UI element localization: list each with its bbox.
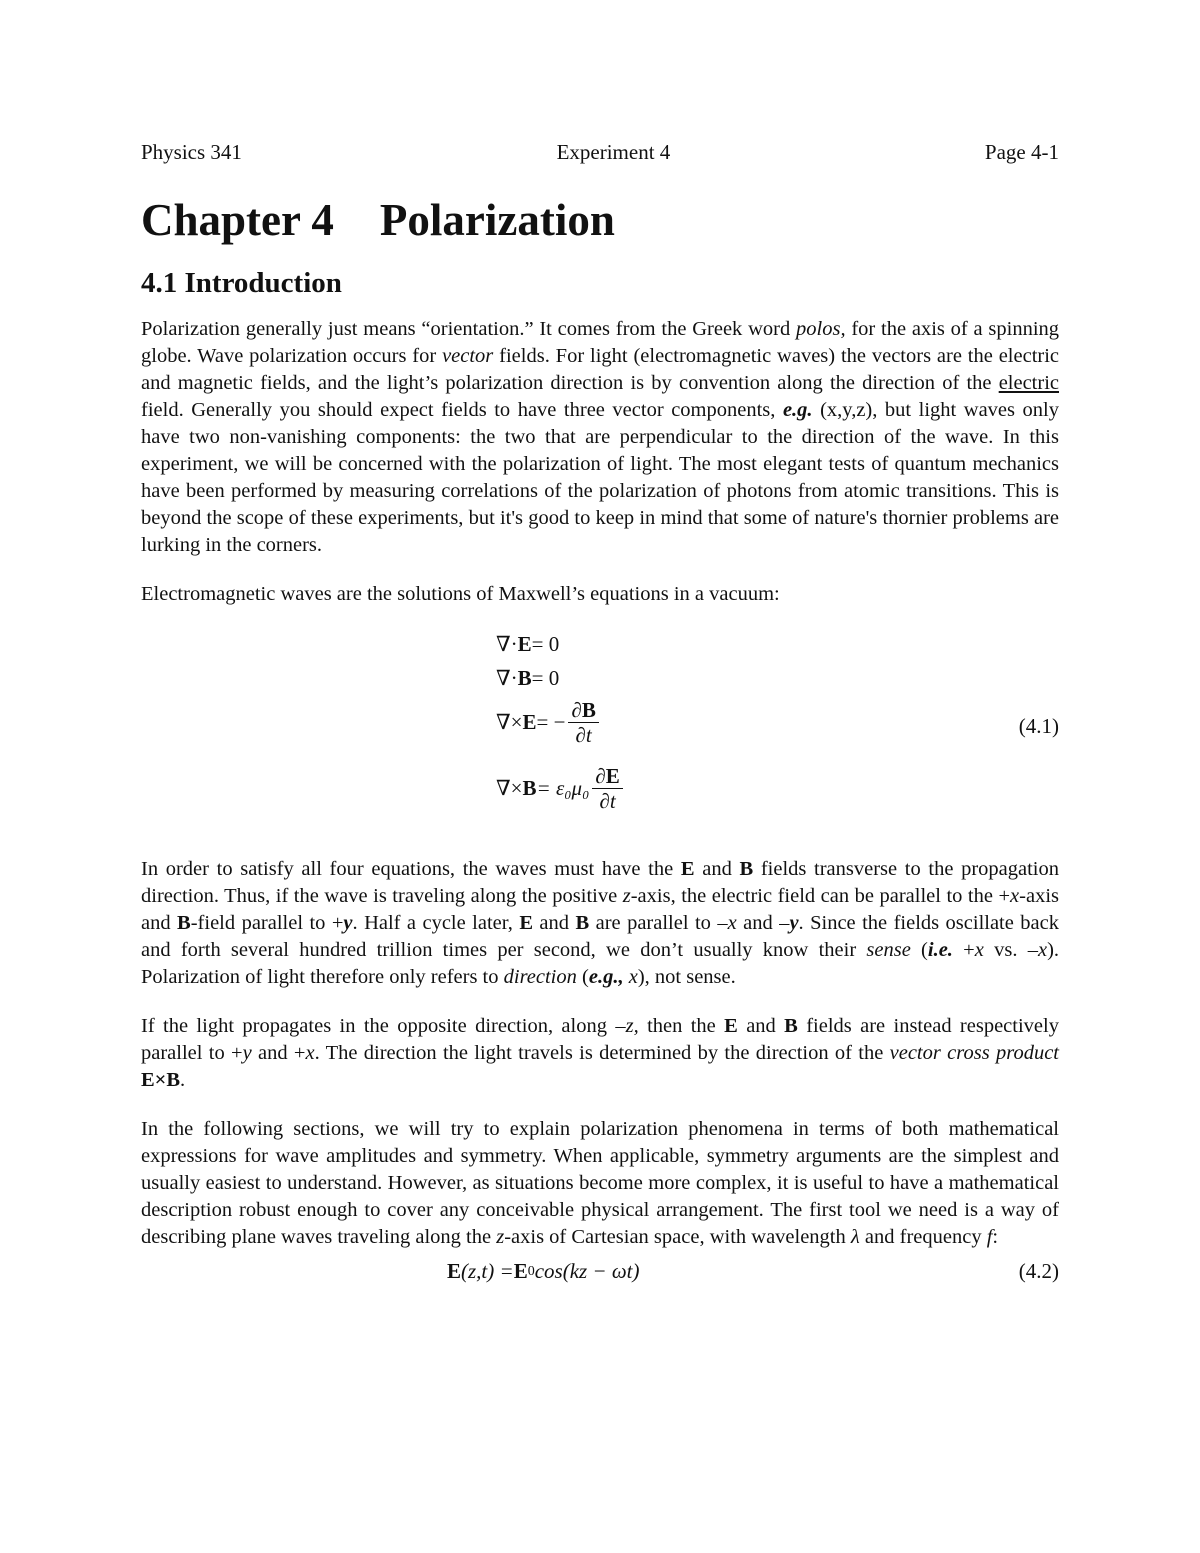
document-page [141,140,1059,1289]
paragraph-opposite-direction: If the light propagates in the opposite direction, along –z, then the E and B fields are instead respectively parallel to +y and +x. The direction the light travels is determined by the direction of the vector cross product E×B. [141,1015,1059,1091]
header-experiment: Experiment 4 [556,140,671,164]
chapter-number: Chapter 4 [141,195,334,245]
header-page-number: Page 4-1 [984,140,1059,164]
equation-number-4-1: (4.1) [1018,714,1059,738]
equation-gauss-magnetic: ∇· B = 0 [496,666,560,690]
equation-4-2: E (z,t) = E 0 cos(kz − ωt) [447,1259,640,1283]
page-header [141,140,1059,170]
paragraph-maxwell-intro: Electromagnetic waves are the solutions of Maxwell’s equations in a vacuum: [141,583,780,605]
header-course: Physics 341 [141,140,242,164]
paragraph-following-sections: In the following sections, we will try to explain polarization phenomena in terms of both mathematical expressions for wave amplitudes and symmetry. When applicable, symmetry arguments are the simplest and usually easiest to understand. However, as situations become more complex, it is useful to have a mathematical description robust enough to cover any conceivable physical arrangement. The first tool we need is a way of describing plane waves traveling along the z-axis of Cartesian space, with wavelength λ and frequency f: [141,1118,1059,1248]
equation-plane-wave [141,1257,1059,1289]
equation-faraday: ∇× E = − $\frac{\partial B}{\partial t}$ [496,698,599,747]
paragraph-introduction: Polarization generally just means “orientation.” It comes from the Greek word polos, for the axis of a spinning globe. Wave polarization occurs for vector fields. For light (electromagnetic waves) the vectors are the electric and magnetic fields, and the light’s polarization direction is by convention along the direction of the electric field. Generally you should expect fields to have three vector components, e.g. (x,y,z), but light waves only have two non-vanishing components: the two that are perpendicular to the direction of the wave. In this experiment, we will be concerned with the polarization of light. The most elegant tests of quantum mechanics have been performed by measuring correlations of the polarization of photons from atomic transitions. This is beyond the scope of these experiments, but it's good to keep in mind that some of nature's thornier problems are lurking in the corners. [141,318,1060,556]
equation-number-4-2: (4.2) [1018,1259,1059,1283]
equation-ampere-maxwell: ∇× B = ε₀μ₀ $\frac{\partial E}{\partial t}$ [496,764,623,813]
maxwell-equations [141,632,1059,832]
chapter-title: Polarization [379,195,615,245]
section-number: 4.1 [141,267,178,299]
section-heading [141,264,1059,302]
section-title: Introduction [184,267,342,299]
chapter-heading [141,192,1059,248]
equation-gauss-electric: ∇· E = 0 [496,632,560,656]
paragraph-transverse-fields: In order to satisfy all four equations, the waves must have the E and B fields transverse to the propagation direction. Thus, if the wave is traveling along the positive z-axis, the electric field can be parallel to the +x-axis and B-field parallel to +y. Half a cycle later, E and B are parallel to –x and –y. Since the fields oscillate back and forth several hundred trillion times per second, we don’t usually know their sense (i.e. +x vs. –x). Polarization of light therefore only refers to direction (e.g., x), not sense. [141,858,1060,988]
